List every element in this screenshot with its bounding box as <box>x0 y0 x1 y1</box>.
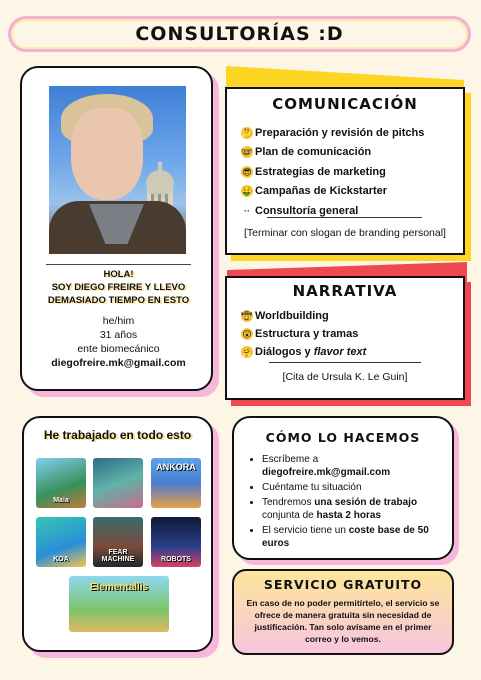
communication-note: [Terminar con slogan de branding personal] <box>244 227 446 239</box>
list-item: • Escríbeme a diegofreire.mk@gmail.com <box>262 453 440 479</box>
page-title-banner <box>8 16 471 52</box>
profile-photo <box>49 86 186 254</box>
narrative-title: NARRATIVA <box>292 282 398 300</box>
divider <box>267 217 422 218</box>
page-title: CONSULTORÍAS :D <box>135 23 344 45</box>
list-item: 🤠 Worldbuilding <box>241 310 329 322</box>
sunglasses-face-icon: 😎 <box>242 166 252 177</box>
list-item: • Cuéntame tu situación <box>262 481 440 494</box>
money-face-icon: 🤑 <box>241 186 253 197</box>
thinking-face-icon: 🤔 <box>241 127 253 138</box>
game-cover-robots[interactable]: ROBOTS <box>151 517 201 567</box>
age: 31 años <box>99 329 138 341</box>
narrative-list <box>241 307 463 361</box>
free-service-text: En caso de no poder permitírtelo, el servicio se ofrece de manera gratuita sin necesidad de justificación. Tan solo avísame en el primer correo y lo vemos. <box>246 598 440 644</box>
narrative-note: [Cita de Ursula K. Le Guin] <box>282 371 408 383</box>
astonished-face-icon: 😲 <box>242 329 252 339</box>
nerd-face-icon: 🤓 <box>241 147 253 158</box>
email-link[interactable]: diegofreire.mk@gmail.com <box>51 357 186 369</box>
divider <box>46 264 191 265</box>
email-link[interactable]: diegofreire.mk@gmail.com <box>262 467 391 478</box>
list-item: • Tendremos una sesión de trabajo conjunta de hasta 2 horas <box>262 496 440 522</box>
game-cover-elementallis[interactable]: Elementallis <box>69 576 169 632</box>
list-item: 🤑 Campañas de Kickstarter <box>241 185 388 198</box>
communication-list <box>241 123 463 221</box>
list-item: • El servicio tiene un coste base de 50 euros <box>262 524 440 550</box>
game-cover-fear-machine[interactable]: FEAR MACHINE <box>93 517 143 567</box>
free-service-card <box>232 569 454 655</box>
game-cover-maia[interactable]: Maia <box>36 458 86 508</box>
how-card <box>232 416 454 560</box>
game-cover-koa[interactable]: KOA <box>36 517 86 567</box>
cowboy-face-icon: 🤠 <box>241 311 253 321</box>
communication-title: COMUNICACIÓN <box>272 95 418 113</box>
list-item: 🤔 Preparación y revisión de pitchs <box>241 126 425 139</box>
how-title: CÓMO LO HACEMOS <box>265 430 421 445</box>
role: ente biomecánico <box>77 343 160 355</box>
profile-card <box>20 66 213 391</box>
portfolio-title: He trabajado en todo esto <box>43 428 192 442</box>
bio <box>28 314 209 370</box>
free-service-title: SERVICIO GRATUITO <box>263 577 423 592</box>
hugging-face-icon: 🤗 <box>241 347 253 357</box>
portfolio-card <box>22 416 213 652</box>
divider <box>269 362 421 363</box>
narrative-card <box>225 276 465 400</box>
list-item: 🤓 Plan de comunicación <box>241 146 372 159</box>
list-item: 😎 Estrategias de marketing <box>242 165 386 178</box>
communication-card <box>225 87 465 255</box>
how-steps <box>262 453 440 550</box>
game-cover-ankora[interactable]: ANKORA <box>151 458 201 508</box>
pronouns: he/him <box>102 315 135 327</box>
game-cover-2[interactable] <box>93 458 143 508</box>
list-item: ·· Consultoría general <box>241 201 463 221</box>
greeting: HOLA! SOY DIEGO FREIRE Y LLEVO DEMASIADO TIEMPO EN ESTO <box>47 269 190 306</box>
list-item: 😲 Estructura y tramas <box>242 328 359 340</box>
list-item: 🤗 Diálogos y flavor text <box>241 346 367 358</box>
eyes-icon: ·· <box>244 205 250 216</box>
